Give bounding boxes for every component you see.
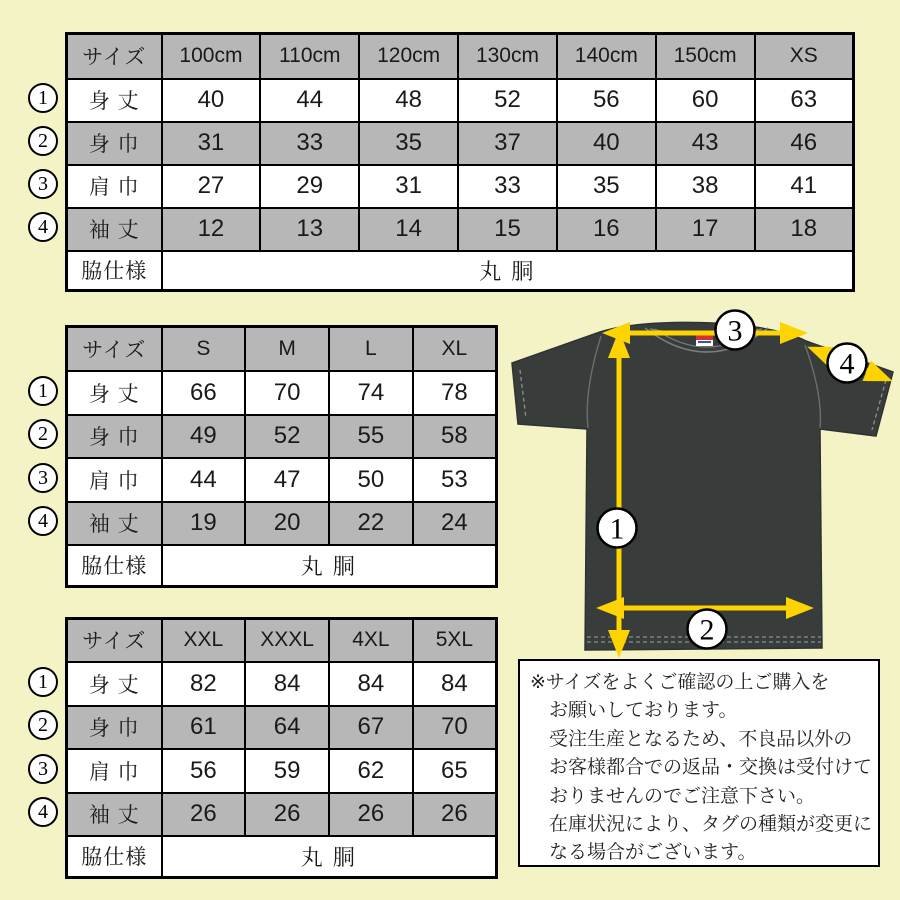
row-label-shoulder-width: 肩 巾 xyxy=(67,165,162,208)
row-label-sleeve-length: 袖 丈 xyxy=(67,208,162,251)
size-cell: 17 xyxy=(656,208,755,251)
size-cell: 15 xyxy=(458,208,557,251)
size-cell: 67 xyxy=(329,706,413,749)
size-cell: 26 xyxy=(413,793,497,836)
marker-3-shoulder: 3 xyxy=(28,463,58,493)
size-cell: 70 xyxy=(413,706,497,749)
size-cell: 38 xyxy=(656,165,755,208)
size-cell: 29 xyxy=(260,165,359,208)
size-cell: 65 xyxy=(413,749,497,793)
size-cell: 44 xyxy=(162,458,246,502)
size-header: サイズ xyxy=(67,34,162,79)
side-spec-value: 丸 胴 xyxy=(162,251,854,291)
marker-1-body-length: 1 xyxy=(28,376,58,406)
size-cell: 84 xyxy=(329,662,413,706)
size-cell: 50 xyxy=(329,458,413,502)
size-cell: 61 xyxy=(162,706,246,749)
col-header: 130cm xyxy=(458,34,557,79)
size-cell: 52 xyxy=(458,79,557,122)
size-cell: 44 xyxy=(260,79,359,122)
size-cell: 56 xyxy=(162,749,246,793)
marker-1-body-length: 1 xyxy=(28,667,58,697)
size-cell: 56 xyxy=(557,79,656,122)
size-cell: 74 xyxy=(329,371,413,415)
size-cell: 27 xyxy=(162,165,261,208)
size-cell: 40 xyxy=(557,122,656,165)
row-label-sleeve-length: 袖 丈 xyxy=(67,793,162,836)
note-line: ※サイズをよくご確認の上ご購入を xyxy=(530,672,830,693)
size-cell: 66 xyxy=(162,371,246,415)
size-cell: 26 xyxy=(162,793,246,836)
marker-4-sleeve: 4 xyxy=(28,212,58,242)
row-label-body-width: 身 巾 xyxy=(67,706,162,749)
marker-1-body-length: 1 xyxy=(28,83,58,113)
size-cell: 24 xyxy=(413,502,497,545)
note-line: 受注生産となるため、不良品以外の xyxy=(549,728,853,750)
size-cell: 16 xyxy=(557,208,656,251)
size-cell: 41 xyxy=(755,165,854,208)
size-cell: 60 xyxy=(656,79,755,122)
size-cell: 31 xyxy=(359,165,458,208)
col-header: S xyxy=(162,327,246,371)
size-cell: 64 xyxy=(245,706,329,749)
marker-4-sleeve: 4 xyxy=(28,797,58,827)
size-cell: 40 xyxy=(162,79,261,122)
marker-2-body-width: 2 xyxy=(28,126,58,156)
side-spec-value: 丸 胴 xyxy=(162,836,497,878)
side-spec-label: 脇仕様 xyxy=(67,836,162,878)
col-header: XXL xyxy=(162,619,246,662)
col-header: M xyxy=(245,327,329,371)
row-label-body-length: 身 丈 xyxy=(67,662,162,706)
col-header: 100cm xyxy=(162,34,261,79)
size-cell: 20 xyxy=(245,502,329,545)
row-label-sleeve-length: 袖 丈 xyxy=(67,502,162,545)
diagram-marker-4-sleeve xyxy=(828,344,867,383)
row-label-body-length: 身 丈 xyxy=(67,79,162,122)
svg-text:4: 4 xyxy=(839,347,855,381)
size-cell: 47 xyxy=(245,458,329,502)
size-cell: 33 xyxy=(260,122,359,165)
size-header: サイズ xyxy=(67,619,162,662)
note-line: お客様都合での返品・交換は受付けて xyxy=(549,757,873,779)
col-header: 140cm xyxy=(557,34,656,79)
size-cell: 46 xyxy=(755,122,854,165)
col-header: 5XL xyxy=(413,619,497,662)
size-cell: 12 xyxy=(162,208,261,251)
size-table-kids-xs xyxy=(65,32,855,292)
side-spec-label: 脇仕様 xyxy=(67,251,162,291)
note-line: なる場合がございます。 xyxy=(549,842,757,864)
size-cell: 26 xyxy=(329,793,413,836)
col-header: L xyxy=(329,327,413,371)
row-label-shoulder-width: 肩 巾 xyxy=(67,458,162,502)
size-cell: 43 xyxy=(656,122,755,165)
marker-3-shoulder: 3 xyxy=(28,754,58,784)
side-spec-label: 脇仕様 xyxy=(67,545,162,587)
size-cell: 78 xyxy=(413,371,497,415)
purchase-note-box xyxy=(518,659,880,867)
col-header: XXXL xyxy=(245,619,329,662)
col-header: 150cm xyxy=(656,34,755,79)
svg-text:2: 2 xyxy=(699,613,715,647)
size-cell: 82 xyxy=(162,662,246,706)
row-label-body-width: 身 巾 xyxy=(67,122,162,165)
row-label-body-length: 身 丈 xyxy=(67,371,162,415)
size-cell: 37 xyxy=(458,122,557,165)
size-cell: 55 xyxy=(329,415,413,458)
tshirt-measurement-diagram xyxy=(500,300,900,660)
size-cell: 31 xyxy=(162,122,261,165)
svg-text:3: 3 xyxy=(727,314,743,348)
size-cell: 14 xyxy=(359,208,458,251)
row-label-body-width: 身 巾 xyxy=(67,415,162,458)
side-spec-value: 丸 胴 xyxy=(162,545,497,587)
size-table-xxl-5xl xyxy=(65,617,498,879)
size-cell: 63 xyxy=(755,79,854,122)
size-cell: 35 xyxy=(557,165,656,208)
size-cell: 22 xyxy=(329,502,413,545)
size-cell: 35 xyxy=(359,122,458,165)
size-cell: 70 xyxy=(245,371,329,415)
row-label-shoulder-width: 肩 巾 xyxy=(67,749,162,793)
col-header: 110cm xyxy=(260,34,359,79)
size-cell: 84 xyxy=(245,662,329,706)
size-header: サイズ xyxy=(67,327,162,371)
size-cell: 58 xyxy=(413,415,497,458)
size-cell: 26 xyxy=(245,793,329,836)
size-cell: 13 xyxy=(260,208,359,251)
size-cell: 52 xyxy=(245,415,329,458)
col-header: 4XL xyxy=(329,619,413,662)
diagram-marker-1-body-length xyxy=(598,509,637,548)
col-header: XL xyxy=(413,327,497,371)
size-table-s-xl xyxy=(65,325,498,588)
size-cell: 18 xyxy=(755,208,854,251)
diagram-marker-2-body-width xyxy=(688,610,727,649)
note-line: お願いしております。 xyxy=(549,700,738,722)
marker-2-body-width: 2 xyxy=(28,710,58,740)
note-line: おりませんのでご注意下さい。 xyxy=(549,785,816,807)
marker-2-body-width: 2 xyxy=(28,419,58,449)
marker-3-shoulder: 3 xyxy=(28,169,58,199)
size-cell: 49 xyxy=(162,415,246,458)
size-cell: 19 xyxy=(162,502,246,545)
size-cell: 62 xyxy=(329,749,413,793)
size-cell: 33 xyxy=(458,165,557,208)
size-cell: 48 xyxy=(359,79,458,122)
col-header: XS xyxy=(755,34,854,79)
size-cell: 84 xyxy=(413,662,497,706)
diagram-marker-3-shoulder xyxy=(716,311,755,350)
col-header: 120cm xyxy=(359,34,458,79)
size-cell: 53 xyxy=(413,458,497,502)
size-cell: 59 xyxy=(245,749,329,793)
svg-text:1: 1 xyxy=(609,512,625,546)
marker-4-sleeve: 4 xyxy=(28,506,58,536)
note-line: 在庫状況により、タグの種類が変更に xyxy=(549,814,873,836)
